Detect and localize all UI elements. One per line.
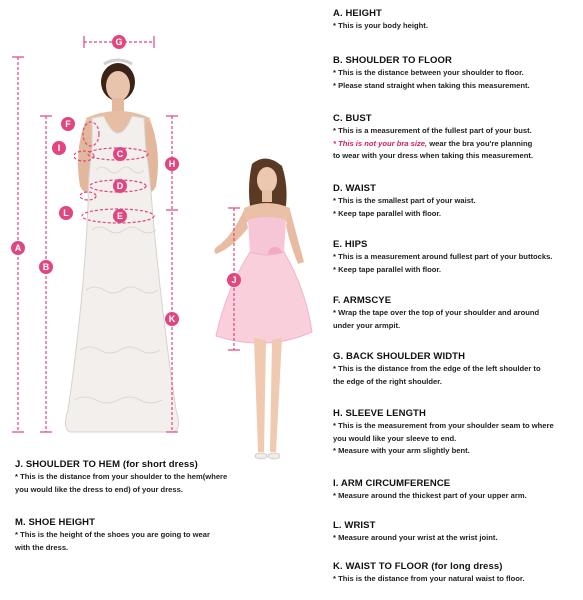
svg-text:A: A [14, 243, 22, 253]
section-line: * Measure with your arm slightly bent. [333, 446, 470, 455]
section-line-with-highlight [333, 138, 579, 151]
svg-text:H: H [168, 159, 176, 169]
marker-i [52, 141, 66, 155]
section-shoe-height [15, 517, 315, 554]
section-hips [333, 239, 579, 276]
section-line: * This is the distance from the edge of the left shoulder to [333, 364, 541, 373]
marker-c [113, 147, 127, 161]
section-line: * This is the distance between your shoulder to floor. [333, 68, 524, 77]
section-title: I. ARM CIRCUMFERENCE [333, 478, 451, 489]
section-line: * Measure around your wrist at the wrist joint. [333, 533, 498, 542]
svg-text:F: F [65, 119, 71, 129]
svg-text:C: C [116, 149, 124, 159]
svg-text:K: K [168, 314, 176, 324]
section-line: * This is the distance from your shoulder to the hem(where [15, 472, 228, 481]
section-line: * Wrap the tape over the top of your shoulder and around [333, 308, 540, 317]
section-title: J. SHOULDER TO HEM (for short dress) [15, 459, 198, 470]
section-title: L. WRIST [333, 520, 376, 531]
section-line: * Please stand straight when taking this measurement. [333, 80, 530, 90]
section-title: C. BUST [333, 113, 372, 124]
section-line: you would like your sleeve to end. [333, 433, 457, 443]
section-waist [333, 183, 579, 220]
svg-text:J: J [231, 275, 237, 285]
section-title: G. BACK SHOULDER WIDTH [333, 351, 466, 362]
section-line: * This is the smallest part of your waist. [333, 196, 476, 205]
section-back-shoulder-width [333, 351, 579, 388]
svg-text:E: E [116, 211, 124, 221]
svg-text:G: G [115, 37, 123, 47]
section-line: under your armpit. [333, 320, 401, 330]
section-line: * This is a measurement of the fullest part of your bust. [333, 126, 532, 135]
section-shoulder-to-floor [333, 55, 579, 92]
svg-text:D: D [116, 181, 124, 191]
marker-l [59, 206, 73, 220]
marker-a [11, 241, 25, 255]
short-dress-figure [214, 158, 312, 459]
marker-h [165, 157, 179, 171]
section-arm-circumference [333, 478, 579, 503]
section-title: D. WAIST [333, 183, 377, 194]
section-line-rest: wear the bra you're planning [429, 138, 533, 148]
section-wrist [333, 520, 579, 545]
section-line: * Measure around the thickest part of your upper arm. [333, 491, 527, 500]
section-title: M. SHOE HEIGHT [15, 517, 96, 528]
section-title: F. ARMSCYE [333, 295, 392, 306]
section-sleeve-length [333, 408, 579, 458]
marker-b [39, 260, 53, 274]
measurement-illustration [0, 0, 320, 460]
section-line: * Keep tape parallel with floor. [333, 208, 442, 218]
section-title: A. HEIGHT [333, 8, 382, 19]
section-title: E. HIPS [333, 239, 368, 250]
section-armscye [333, 295, 579, 332]
section-bust [333, 113, 579, 163]
marker-k [165, 312, 179, 326]
section-line: the edge of the right shoulder. [333, 376, 442, 386]
marker-g [112, 35, 126, 49]
section-line: * Keep tape parallel with floor. [333, 264, 442, 274]
bride-figure [65, 60, 178, 432]
measurement-figure-area [0, 0, 320, 460]
marker-e [113, 209, 127, 223]
section-line: * This is the height of the shoes you are going to wear [15, 530, 210, 539]
section-waist-to-floor [333, 561, 579, 586]
section-line: to wear with your dress when taking this measurement. [333, 151, 534, 160]
section-title: H. SLEEVE LENGTH [333, 408, 426, 419]
marker-d [113, 179, 127, 193]
svg-text:B: B [42, 262, 50, 272]
section-shoulder-to-hem [15, 459, 315, 496]
section-line: * This is the measurement from your shoulder seam to where [333, 421, 554, 430]
bra-size-note: * This is not your bra size, [333, 138, 428, 148]
section-title: B. SHOULDER TO FLOOR [333, 55, 452, 66]
section-title: K. WAIST TO FLOOR (for long dress) [333, 561, 503, 572]
section-line: you would like the dress to end) of your dress. [15, 484, 183, 494]
section-line: with the dress. [15, 542, 69, 552]
section-line: * This is a measurement around fullest part of your buttocks. [333, 252, 553, 261]
marker-j [227, 273, 241, 287]
svg-text:I: I [57, 143, 61, 153]
section-line: * This is the distance from your natural waist to floor. [333, 574, 525, 583]
section-line: * This is your body height. [333, 21, 428, 30]
marker-f [61, 117, 75, 131]
section-height [333, 8, 579, 33]
svg-text:L: L [63, 208, 69, 218]
